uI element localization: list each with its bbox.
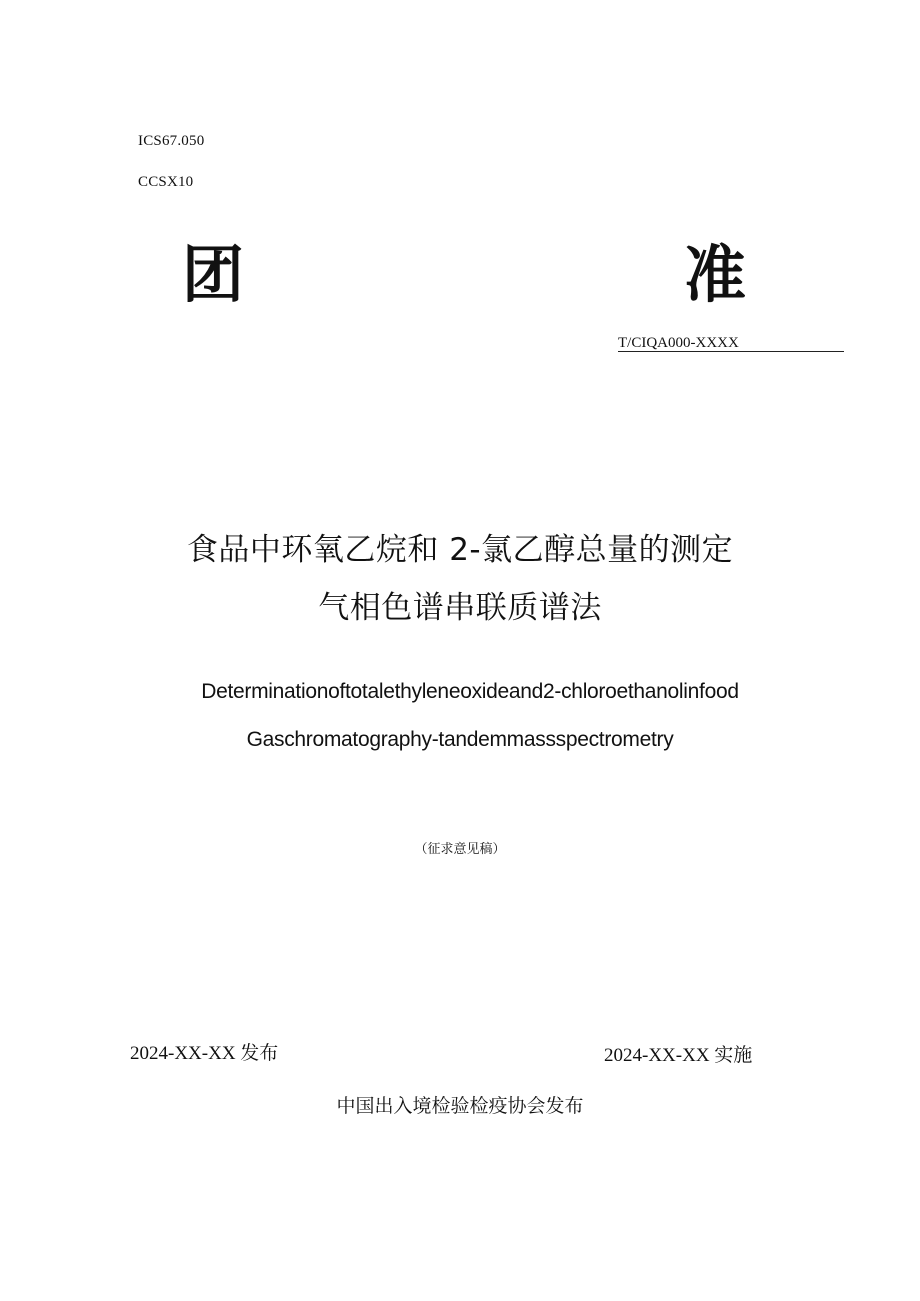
standard-number: T/CIQA000-XXXX [618,335,739,351]
publish-date: 2024-XX-XX 发布 [130,1043,279,1064]
standard-type-char-left: 团 [182,238,245,311]
implement-date: 2024-XX-XX 实施 [604,1045,753,1066]
publisher: 中国出入境检验检疫协会发布 [336,1095,584,1117]
title-english-line-2: Gaschromatography-tandemmassspectrometry [246,728,674,751]
title-chinese-line-2: 气相色谱串联质谱法 [318,590,602,626]
standard-type-char-right: 准 [684,238,747,311]
draft-status-note: （征求意见稿） [414,842,506,857]
title-english-line-1: Determinationoftotalethyleneoxideand2-chloroethanolinfood [201,680,739,703]
title-chinese-line-1: 食品中环氧乙烷和 2-氯乙醇总量的测定 [186,532,734,568]
ccs-code: CCSX10 [138,174,194,190]
ics-code: ICS67.050 [138,133,205,149]
standard-number-underline [618,351,844,352]
